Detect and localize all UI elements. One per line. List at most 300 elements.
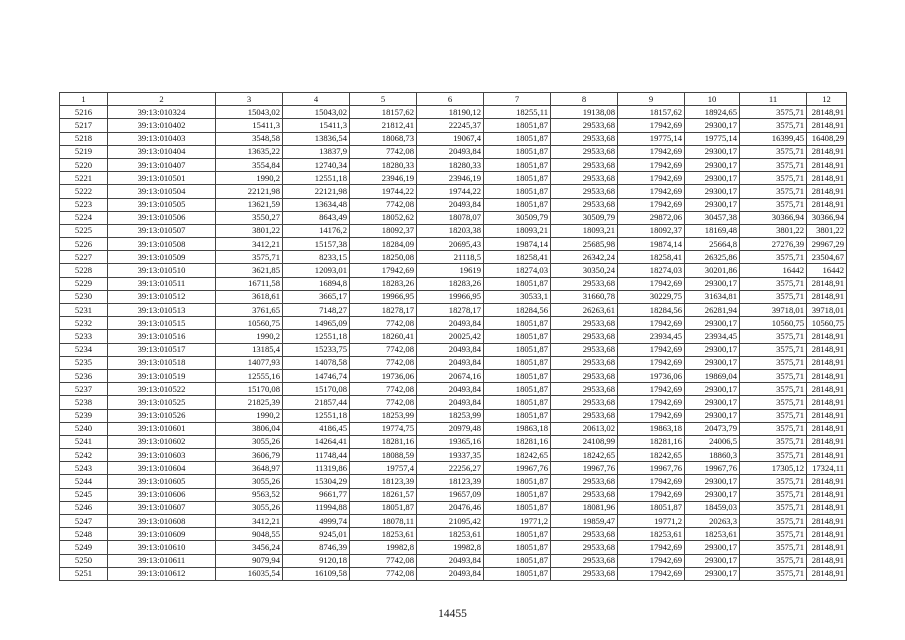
table-cell-col-9: 17942,69: [618, 185, 685, 198]
table-cell-col-7: 18051,87: [484, 475, 551, 488]
table-cell-col-10: 29300,17: [685, 396, 740, 409]
table-cell-col-10: 30457,38: [685, 211, 740, 224]
table-cell-col-5: 7742,08: [350, 396, 417, 409]
table-cell-col-11: 30366,94: [740, 211, 807, 224]
table-cell-col-9: 17942,69: [618, 317, 685, 330]
table-cell-col-7: 18051,87: [484, 185, 551, 198]
table-cell-col-9: 17942,69: [618, 198, 685, 211]
column-header-2: 2: [108, 93, 216, 106]
table-cell-col-8: 29533,68: [551, 396, 618, 409]
table-cell-col-7: 18051,87: [484, 343, 551, 356]
table-cell-col-11: 3801,22: [740, 224, 807, 237]
table-cell-col-6: 19982,8: [417, 541, 484, 554]
table-row: [60, 304, 847, 317]
table-cell-col-12: 28148,91: [807, 515, 847, 528]
table-cell-col-4: 11748,44: [283, 449, 350, 462]
table-cell-col-11: 3575,71: [740, 528, 807, 541]
table-cell-col-10: 26325,86: [685, 251, 740, 264]
column-header-5: 5: [350, 93, 417, 106]
table-cell-col-2: 39:13:010512: [108, 290, 216, 303]
table-cell-col-9: 19771,2: [618, 515, 685, 528]
page-number: 14455: [438, 608, 467, 620]
table-row: [60, 132, 847, 145]
table-cell-col-9: 17942,69: [618, 277, 685, 290]
table-cell-col-1: 5221: [60, 172, 108, 185]
table-cell-col-9: 17942,69: [618, 145, 685, 158]
table-cell-col-4: 15170,08: [283, 383, 350, 396]
table-cell-col-2: 39:13:010508: [108, 238, 216, 251]
table-cell-col-4: 11319,86: [283, 462, 350, 475]
table-cell-col-5: 7742,08: [350, 383, 417, 396]
table-cell-col-11: 27276,39: [740, 238, 807, 251]
header-row: [60, 93, 847, 106]
table-row: [60, 238, 847, 251]
table-cell-col-9: 17942,69: [618, 343, 685, 356]
table-cell-col-7: 18242,65: [484, 449, 551, 462]
table-cell-col-6: 20493,84: [417, 567, 484, 580]
table-cell-col-2: 39:13:010607: [108, 501, 216, 514]
table-cell-col-4: 15157,38: [283, 238, 350, 251]
table-cell-col-4: 12551,18: [283, 172, 350, 185]
table-cell-col-7: 18255,11: [484, 106, 551, 119]
table-cell-col-8: 19967,76: [551, 462, 618, 475]
data-table: [59, 92, 847, 581]
table-cell-col-7: 18093,21: [484, 224, 551, 237]
table-cell-col-9: 17942,69: [618, 356, 685, 369]
table-cell-col-5: 18123,39: [350, 475, 417, 488]
table-cell-col-12: 28148,91: [807, 435, 847, 448]
table-row: [60, 158, 847, 171]
table-cell-col-8: 29533,68: [551, 356, 618, 369]
table-cell-col-8: 29533,68: [551, 343, 618, 356]
table-cell-col-3: 3412,21: [216, 515, 283, 528]
table-cell-col-3: 22121,98: [216, 185, 283, 198]
table-cell-col-6: 18190,12: [417, 106, 484, 119]
table-cell-col-1: 5217: [60, 119, 108, 132]
table-cell-col-10: 18459,03: [685, 501, 740, 514]
table-cell-col-2: 39:13:010610: [108, 541, 216, 554]
column-header-9: 9: [618, 93, 685, 106]
table-cell-col-2: 39:13:010510: [108, 264, 216, 277]
table-cell-col-3: 3801,22: [216, 224, 283, 237]
table-cell-col-6: 20493,84: [417, 396, 484, 409]
table-cell-col-11: 3575,71: [740, 396, 807, 409]
table-cell-col-11: 3575,71: [740, 356, 807, 369]
table-cell-col-3: 9079,94: [216, 554, 283, 567]
table-row: [60, 554, 847, 567]
table-row: [60, 422, 847, 435]
table-row: [60, 501, 847, 514]
table-cell-col-7: 18051,87: [484, 396, 551, 409]
table-cell-col-2: 39:13:010606: [108, 488, 216, 501]
table-cell-col-5: 18283,26: [350, 277, 417, 290]
table-cell-col-10: 19775,14: [685, 132, 740, 145]
table-cell-col-4: 12551,18: [283, 409, 350, 422]
table-cell-col-5: 19966,95: [350, 290, 417, 303]
column-header-12: 12: [807, 93, 847, 106]
table-cell-col-1: 5228: [60, 264, 108, 277]
table-cell-col-6: 19067,4: [417, 132, 484, 145]
table-row: [60, 290, 847, 303]
table-cell-col-2: 39:13:010605: [108, 475, 216, 488]
table-cell-col-8: 29533,68: [551, 185, 618, 198]
table-cell-col-8: 18242,65: [551, 449, 618, 462]
table-cell-col-10: 29300,17: [685, 185, 740, 198]
table-cell-col-10: 29300,17: [685, 198, 740, 211]
table-cell-col-12: 28148,91: [807, 528, 847, 541]
table-cell-col-6: 20493,84: [417, 198, 484, 211]
table-cell-col-2: 39:13:010525: [108, 396, 216, 409]
table-cell-col-12: 28148,91: [807, 290, 847, 303]
table-cell-col-3: 3055,26: [216, 435, 283, 448]
table-cell-col-7: 18051,87: [484, 119, 551, 132]
table-cell-col-4: 4999,74: [283, 515, 350, 528]
table-cell-col-4: 14965,09: [283, 317, 350, 330]
table-cell-col-9: 30229,75: [618, 290, 685, 303]
column-header-4: 4: [283, 93, 350, 106]
table-row: [60, 567, 847, 580]
table-cell-col-12: 23504,67: [807, 251, 847, 264]
table-cell-col-1: 5224: [60, 211, 108, 224]
table-cell-col-3: 3055,26: [216, 501, 283, 514]
table-cell-col-7: 18051,87: [484, 369, 551, 382]
table-cell-col-3: 3412,21: [216, 238, 283, 251]
table-cell-col-1: 5227: [60, 251, 108, 264]
table-cell-col-1: 5223: [60, 198, 108, 211]
table-cell-col-4: 13837,9: [283, 145, 350, 158]
table-cell-col-6: 20493,84: [417, 343, 484, 356]
table-cell-col-11: 3575,71: [740, 330, 807, 343]
table-cell-col-9: 23934,45: [618, 330, 685, 343]
table-cell-col-4: 7148,27: [283, 304, 350, 317]
table-cell-col-3: 3621,85: [216, 264, 283, 277]
table-cell-col-10: 29300,17: [685, 277, 740, 290]
table-cell-col-7: 18051,87: [484, 567, 551, 580]
table-cell-col-4: 8643,49: [283, 211, 350, 224]
table-cell-col-8: 29533,68: [551, 317, 618, 330]
table-cell-col-11: 10560,75: [740, 317, 807, 330]
table-cell-col-3: 3575,71: [216, 251, 283, 264]
table-cell-col-2: 39:13:010611: [108, 554, 216, 567]
table-cell-col-12: 16408,29: [807, 132, 847, 145]
table-cell-col-2: 39:13:010513: [108, 304, 216, 317]
table-cell-col-10: 29300,17: [685, 343, 740, 356]
table-cell-col-9: 29872,06: [618, 211, 685, 224]
table-cell-col-5: 19757,4: [350, 462, 417, 475]
table-row: [60, 119, 847, 132]
table-cell-col-12: 28148,91: [807, 343, 847, 356]
table-cell-col-8: 29533,68: [551, 369, 618, 382]
table-cell-col-7: 18051,87: [484, 528, 551, 541]
table-cell-col-1: 5232: [60, 317, 108, 330]
table-cell-col-5: 18088,59: [350, 449, 417, 462]
table-cell-col-2: 39:13:010604: [108, 462, 216, 475]
table-row: [60, 528, 847, 541]
table-row: [60, 396, 847, 409]
table-cell-col-6: 21095,42: [417, 515, 484, 528]
column-header-1: 1: [60, 93, 108, 106]
table-cell-col-10: 29300,17: [685, 119, 740, 132]
table-cell-col-6: 20493,84: [417, 383, 484, 396]
table-cell-col-5: 18157,62: [350, 106, 417, 119]
table-cell-col-12: 28148,91: [807, 554, 847, 567]
table-cell-col-3: 1990,2: [216, 330, 283, 343]
table-cell-col-11: 3575,71: [740, 369, 807, 382]
table-row: [60, 383, 847, 396]
table-cell-col-9: 19736,06: [618, 369, 685, 382]
table-body: [60, 106, 847, 581]
table-cell-col-8: 31660,78: [551, 290, 618, 303]
table-cell-col-2: 39:13:010518: [108, 356, 216, 369]
table-cell-col-1: 5226: [60, 238, 108, 251]
table-cell-col-10: 29300,17: [685, 567, 740, 580]
table-cell-col-1: 5242: [60, 449, 108, 462]
table-cell-col-2: 39:13:010609: [108, 528, 216, 541]
table-cell-col-3: 3606,79: [216, 449, 283, 462]
column-header-8: 8: [551, 93, 618, 106]
table-cell-col-8: 29533,68: [551, 528, 618, 541]
table-cell-col-5: 18253,61: [350, 528, 417, 541]
table-cell-col-2: 39:13:010515: [108, 317, 216, 330]
table-cell-col-8: 29533,68: [551, 330, 618, 343]
table-cell-col-10: 29300,17: [685, 317, 740, 330]
table-cell-col-12: 28148,91: [807, 172, 847, 185]
table-cell-col-3: 3548,58: [216, 132, 283, 145]
table-cell-col-8: 30509,79: [551, 211, 618, 224]
table-cell-col-7: 19771,2: [484, 515, 551, 528]
table-cell-col-5: 19736,06: [350, 369, 417, 382]
table-cell-col-6: 18253,99: [417, 409, 484, 422]
table-cell-col-1: 5230: [60, 290, 108, 303]
table-cell-col-7: 18051,87: [484, 277, 551, 290]
table-cell-col-12: 28148,91: [807, 185, 847, 198]
table-row: [60, 277, 847, 290]
table-row: [60, 330, 847, 343]
table-cell-col-5: 18078,11: [350, 515, 417, 528]
table-cell-col-12: 28148,91: [807, 119, 847, 132]
table-cell-col-6: 18203,38: [417, 224, 484, 237]
table-cell-col-12: 28148,91: [807, 330, 847, 343]
table-cell-col-4: 12740,34: [283, 158, 350, 171]
table-cell-col-1: 5245: [60, 488, 108, 501]
table-cell-col-11: 3575,71: [740, 145, 807, 158]
table-cell-col-9: 17942,69: [618, 475, 685, 488]
table-cell-col-4: 15043,02: [283, 106, 350, 119]
table-cell-col-11: 16399,45: [740, 132, 807, 145]
table-cell-col-5: 18280,33: [350, 158, 417, 171]
table-cell-col-3: 3055,26: [216, 475, 283, 488]
table-cell-col-8: 30350,24: [551, 264, 618, 277]
table-cell-col-5: 21812,41: [350, 119, 417, 132]
table-row: [60, 106, 847, 119]
table-cell-col-8: 19138,08: [551, 106, 618, 119]
table-cell-col-1: 5235: [60, 356, 108, 369]
table-cell-col-1: 5240: [60, 422, 108, 435]
table-row: [60, 515, 847, 528]
table-cell-col-1: 5222: [60, 185, 108, 198]
table-cell-col-1: 5239: [60, 409, 108, 422]
table-cell-col-7: 18051,87: [484, 172, 551, 185]
table-cell-col-1: 5248: [60, 528, 108, 541]
table-cell-col-1: 5236: [60, 369, 108, 382]
table-cell-col-1: 5250: [60, 554, 108, 567]
table-cell-col-4: 9120,18: [283, 554, 350, 567]
table-cell-col-7: 18051,87: [484, 383, 551, 396]
table-cell-col-3: 3550,27: [216, 211, 283, 224]
table-row: [60, 488, 847, 501]
table-cell-col-11: 3575,71: [740, 435, 807, 448]
table-cell-col-8: 29533,68: [551, 158, 618, 171]
table-cell-col-4: 3665,17: [283, 290, 350, 303]
table-cell-col-1: 5249: [60, 541, 108, 554]
table-cell-col-7: 18051,87: [484, 501, 551, 514]
table-cell-col-8: 26263,61: [551, 304, 618, 317]
table-cell-col-11: 3575,71: [740, 251, 807, 264]
table-cell-col-10: 20473,79: [685, 422, 740, 435]
table-cell-col-5: 18068,73: [350, 132, 417, 145]
table-cell-col-5: 18284,09: [350, 238, 417, 251]
table-cell-col-5: 7742,08: [350, 198, 417, 211]
table-cell-col-6: 22245,37: [417, 119, 484, 132]
table-cell-col-7: 19863,18: [484, 422, 551, 435]
table-cell-col-11: 3575,71: [740, 567, 807, 580]
table-cell-col-7: 18051,87: [484, 554, 551, 567]
table-cell-col-1: 5229: [60, 277, 108, 290]
table-cell-col-9: 18274,03: [618, 264, 685, 277]
table-cell-col-4: 11994,88: [283, 501, 350, 514]
table-cell-col-7: 18258,41: [484, 251, 551, 264]
table-cell-col-12: 17324,11: [807, 462, 847, 475]
table-cell-col-7: 18051,87: [484, 317, 551, 330]
table-cell-col-5: 18051,87: [350, 501, 417, 514]
table-cell-col-4: 14176,2: [283, 224, 350, 237]
table-cell-col-3: 3648,97: [216, 462, 283, 475]
table-cell-col-2: 39:13:010522: [108, 383, 216, 396]
table-cell-col-11: 3575,71: [740, 475, 807, 488]
table-cell-col-8: 29533,68: [551, 277, 618, 290]
table-row: [60, 541, 847, 554]
table-cell-col-8: 29533,68: [551, 132, 618, 145]
table-cell-col-10: 31634,81: [685, 290, 740, 303]
table-cell-col-11: 3575,71: [740, 554, 807, 567]
table-cell-col-7: 18051,87: [484, 409, 551, 422]
table-cell-col-9: 18092,37: [618, 224, 685, 237]
table-cell-col-10: 19967,76: [685, 462, 740, 475]
table-row: [60, 369, 847, 382]
table-cell-col-11: 3575,71: [740, 501, 807, 514]
table-cell-col-1: 5220: [60, 158, 108, 171]
table-cell-col-12: 28148,91: [807, 277, 847, 290]
table-cell-col-7: 18051,87: [484, 158, 551, 171]
column-header-10: 10: [685, 93, 740, 106]
table-row: [60, 251, 847, 264]
table-cell-col-3: 12555,16: [216, 369, 283, 382]
table-cell-col-10: 18924,65: [685, 106, 740, 119]
table-cell-col-3: 13621,59: [216, 198, 283, 211]
table-cell-col-10: 29300,17: [685, 172, 740, 185]
table-cell-col-9: 18258,41: [618, 251, 685, 264]
table-cell-col-6: 18253,61: [417, 528, 484, 541]
table-cell-col-12: 28148,91: [807, 567, 847, 580]
table-cell-col-11: 17305,12: [740, 462, 807, 475]
table-cell-col-10: 18860,3: [685, 449, 740, 462]
table-cell-col-9: 17942,69: [618, 541, 685, 554]
table-cell-col-3: 3554,84: [216, 158, 283, 171]
table-cell-col-5: 23946,19: [350, 172, 417, 185]
table-cell-col-2: 39:13:010407: [108, 158, 216, 171]
table-cell-col-5: 18260,41: [350, 330, 417, 343]
table-cell-col-4: 15411,3: [283, 119, 350, 132]
table-cell-col-12: 28148,91: [807, 106, 847, 119]
table-cell-col-10: 30201,86: [685, 264, 740, 277]
table-cell-col-2: 39:13:010526: [108, 409, 216, 422]
table-cell-col-9: 17942,69: [618, 158, 685, 171]
table-cell-col-11: 3575,71: [740, 158, 807, 171]
column-header-6: 6: [417, 93, 484, 106]
table-cell-col-12: 10560,75: [807, 317, 847, 330]
table-cell-col-8: 25685,98: [551, 238, 618, 251]
table-cell-col-12: 28148,91: [807, 501, 847, 514]
table-cell-col-10: 29300,17: [685, 383, 740, 396]
table-cell-col-11: 3575,71: [740, 343, 807, 356]
table-cell-col-7: 18051,87: [484, 132, 551, 145]
table-cell-col-3: 14077,93: [216, 356, 283, 369]
table-cell-col-12: 28148,91: [807, 409, 847, 422]
table-cell-col-5: 7742,08: [350, 554, 417, 567]
table-row: [60, 475, 847, 488]
table-cell-col-8: 29533,68: [551, 145, 618, 158]
table-cell-col-6: 20674,16: [417, 369, 484, 382]
table-cell-col-5: 7742,08: [350, 343, 417, 356]
table-cell-col-11: 3575,71: [740, 383, 807, 396]
table-cell-col-7: 18051,87: [484, 198, 551, 211]
table-cell-col-7: 18274,03: [484, 264, 551, 277]
table-cell-col-4: 4186,45: [283, 422, 350, 435]
table-cell-col-7: 19874,14: [484, 238, 551, 251]
table-cell-col-6: 20493,84: [417, 356, 484, 369]
table-cell-col-4: 9245,01: [283, 528, 350, 541]
table-cell-col-10: 29300,17: [685, 475, 740, 488]
table-cell-col-4: 14264,41: [283, 435, 350, 448]
table-cell-col-11: 3575,71: [740, 422, 807, 435]
table-cell-col-12: 39718,01: [807, 304, 847, 317]
table-cell-col-7: 18051,87: [484, 488, 551, 501]
table-cell-col-2: 39:13:010517: [108, 343, 216, 356]
table-cell-col-9: 18051,87: [618, 501, 685, 514]
table-cell-col-2: 39:13:010519: [108, 369, 216, 382]
table-row: [60, 356, 847, 369]
table-cell-col-3: 13635,22: [216, 145, 283, 158]
table-cell-col-2: 39:13:010507: [108, 224, 216, 237]
table-cell-col-4: 8233,15: [283, 251, 350, 264]
table-cell-col-12: 28148,91: [807, 383, 847, 396]
table-cell-col-3: 3806,04: [216, 422, 283, 435]
table-cell-col-9: 18281,16: [618, 435, 685, 448]
table-cell-col-3: 1990,2: [216, 409, 283, 422]
table-cell-col-6: 20493,84: [417, 145, 484, 158]
table-cell-col-12: 28148,91: [807, 369, 847, 382]
table-cell-col-4: 8746,39: [283, 541, 350, 554]
table-row: [60, 343, 847, 356]
table-cell-col-9: 19863,18: [618, 422, 685, 435]
table-cell-col-3: 16711,58: [216, 277, 283, 290]
table-cell-col-3: 21825,39: [216, 396, 283, 409]
table-cell-col-12: 28148,91: [807, 475, 847, 488]
table-cell-col-12: 28148,91: [807, 396, 847, 409]
table-cell-col-6: 20476,46: [417, 501, 484, 514]
table-cell-col-5: 19744,22: [350, 185, 417, 198]
table-cell-col-11: 39718,01: [740, 304, 807, 317]
